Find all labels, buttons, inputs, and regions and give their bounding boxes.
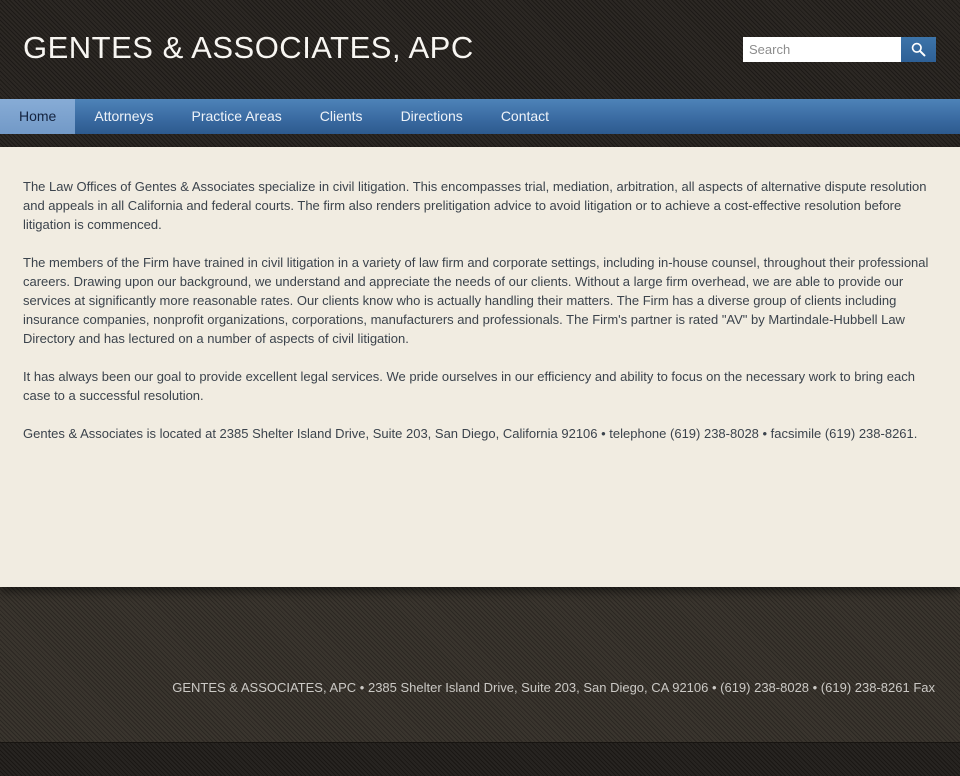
nav-item-directions[interactable]: Directions: [400, 108, 463, 124]
page-footer: [0, 587, 960, 742]
search-box: [743, 37, 936, 62]
main-navigation: [0, 99, 960, 134]
location-paragraph: Gentes & Associates is located at 2385 Shelter Island Drive, Suite 203, San Diego, California 92106 • telephone (619) 238-8028 • facsimile (619) 238-8261.: [23, 426, 918, 441]
search-input[interactable]: [743, 37, 901, 62]
goal-paragraph: It has always been our goal to provide excellent legal services. We pride ourselves in our efficiency and ability to focus on the necessary work to bring each case to a successful resolution.: [23, 369, 915, 403]
header-content-divider: [0, 134, 960, 147]
nav-item-practice-areas[interactable]: Practice Areas: [191, 108, 282, 124]
nav-item-attorneys[interactable]: Attorneys: [94, 108, 154, 124]
nav-item-contact[interactable]: Contact: [500, 108, 550, 124]
search-icon: [910, 41, 927, 58]
nav-item-home[interactable]: Home: [0, 99, 75, 134]
firm-members-paragraph: The members of the Firm have trained in civil litigation in a variety of law firm and corporate settings, including in-house counsel, throughout their professional careers. Drawing upon our background, we understand and appreciate the needs of our clients. Without a large firm overhead, we are able to provide our services at significantly more reasonable rates. Our clients know who is actually handling their matters. The Firm has a diverse group of clients including insurance companies, nonprofit organizations, corporations, manufacturers and professionals. The Firm's partner is rated "AV" by Martindale-Hubbell Law Directory and has lectured on a number of aspects of civil litigation.: [23, 255, 929, 346]
intro-paragraph: The Law Offices of Gentes & Associates specialize in civil litigation. This encompasses trial, mediation, arbitration, all aspects of alternative dispute resolution and appeals in all California and federal courts. The firm also renders prelitigation advice to avoid litigation or to achieve a cost-effective resolution before litigation is commenced.: [23, 179, 927, 232]
site-title: GENTES & ASSOCIATES, APC: [23, 30, 474, 65]
site-header: [0, 0, 960, 99]
footer-contact-text: GENTES & ASSOCIATES, APC • 2385 Shelter Island Drive, Suite 203, San Diego, CA 92106 • (619) 238-8028 • (619) 238-8261 Fax: [172, 680, 935, 695]
content-area: [0, 147, 960, 587]
nav-item-clients[interactable]: Clients: [319, 108, 363, 124]
search-button[interactable]: [901, 37, 936, 62]
bottom-strip: [0, 742, 960, 776]
